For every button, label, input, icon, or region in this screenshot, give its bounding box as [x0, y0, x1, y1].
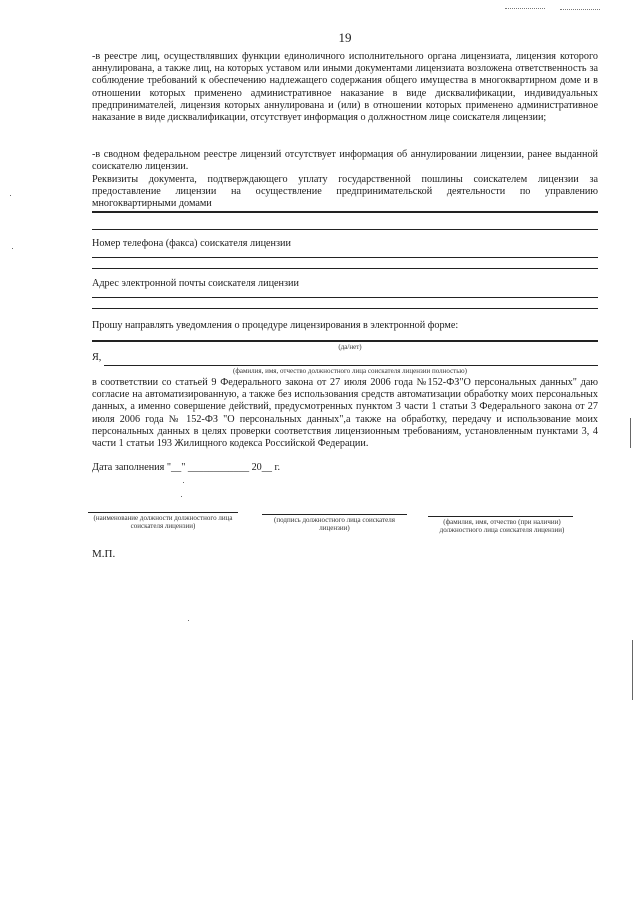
notify-field-line	[92, 340, 598, 342]
scan-dot	[10, 195, 11, 196]
name-field-line	[104, 365, 598, 366]
scan-dot	[181, 496, 182, 497]
scan-dot	[183, 482, 184, 483]
email-field-line	[92, 297, 598, 298]
paragraph-fee-details: Реквизиты документа, подтверждающего уплату государственной пошлины соискателем лицензии за предоставление лицензии на осуществление предпринимательской деятельности по управлению многоквартирными домами	[92, 174, 598, 210]
date-line: Дата заполнения "__" ____________ 20__ г.	[92, 462, 281, 473]
name-caption: (фамилия, имя, отчество должностного лица соискателя лицензии полностью)	[232, 367, 467, 375]
page-number: 19	[338, 30, 352, 45]
email-label: Адрес электронной почты соискателя лицензии	[92, 278, 299, 289]
signature-caption: (подпись должностного лица соискателя лицензии)	[274, 516, 395, 533]
notify-caption: (да/нет)	[338, 343, 362, 351]
position-caption: (наименование должности должностного лица соискателя лицензии)	[93, 514, 233, 531]
email-field-line	[92, 308, 598, 309]
signature-line	[262, 514, 407, 515]
scan-edge-mark	[630, 418, 631, 448]
phone-label: Номер телефона (факса) соискателя лицензии	[92, 238, 291, 249]
scan-mark	[505, 8, 545, 9]
phone-field-line	[92, 257, 598, 258]
scan-dot	[12, 248, 13, 249]
stamp-label: М.П.	[92, 548, 116, 560]
fee-field-line	[92, 229, 598, 230]
fio-signature-line	[428, 516, 573, 517]
fio-caption: (фамилия, имя, отчество (при наличии) должностного лица соискателя лицензии)	[439, 518, 565, 535]
consent-text: в соответствии со статьей 9 Федерального закона от 27 июля 2006 года №152-ФЗ"О персональных данных" даю согласие на автоматизированную, а также без использования средств автоматизации обработку моих персональных данных, а именно совершение действий, предусмотренных пунктом 3 части 1 статьи 3 Федерального закона от 27 июля 2006 года № 152-ФЗ "О персональных данных",а также на обработку, передачу и использование моих персональных данных в целях проверки соответствия лицензионным требованиям, установленным пунктами 3, 4 части 1 статьи 193 Жилищного кодекса Российской Федерации.	[92, 377, 598, 450]
scan-edge-mark	[632, 640, 633, 700]
consent-prefix: Я,	[92, 352, 102, 363]
phone-field-line	[92, 268, 598, 269]
fee-field-line	[92, 211, 598, 213]
scan-dot	[188, 620, 189, 621]
paragraph-registry-managers: -в реестре лиц, осуществлявших функции единоличного исполнительного органа лицензиата, лицензия которого аннулирована, а также лиц, на которых уставом или иными документами лицензиата возложена ответственность за соблюдение требований к обеспечению надлежащего содержания общего имущества в многоквартирном доме и в отношении которых применено административное наказание в виде дисквалификации, индивидуальных предпринимателей, лицензия которых аннулирована и (или) в отношении которых применено административное наказание в виде дисквалификации, отсутствует информация о должностном лице соискателя лицензии;	[92, 51, 598, 124]
scan-mark	[560, 9, 600, 10]
paragraph-federal-registry: -в сводном федеральном реестре лицензий отсутствует информация об аннулировании лицензии, ранее выданной соискателю лицензии.	[92, 149, 598, 173]
notify-label: Прошу направлять уведомления о процедуре лицензирования в электронной форме:	[92, 320, 459, 331]
position-signature-line	[88, 512, 238, 513]
